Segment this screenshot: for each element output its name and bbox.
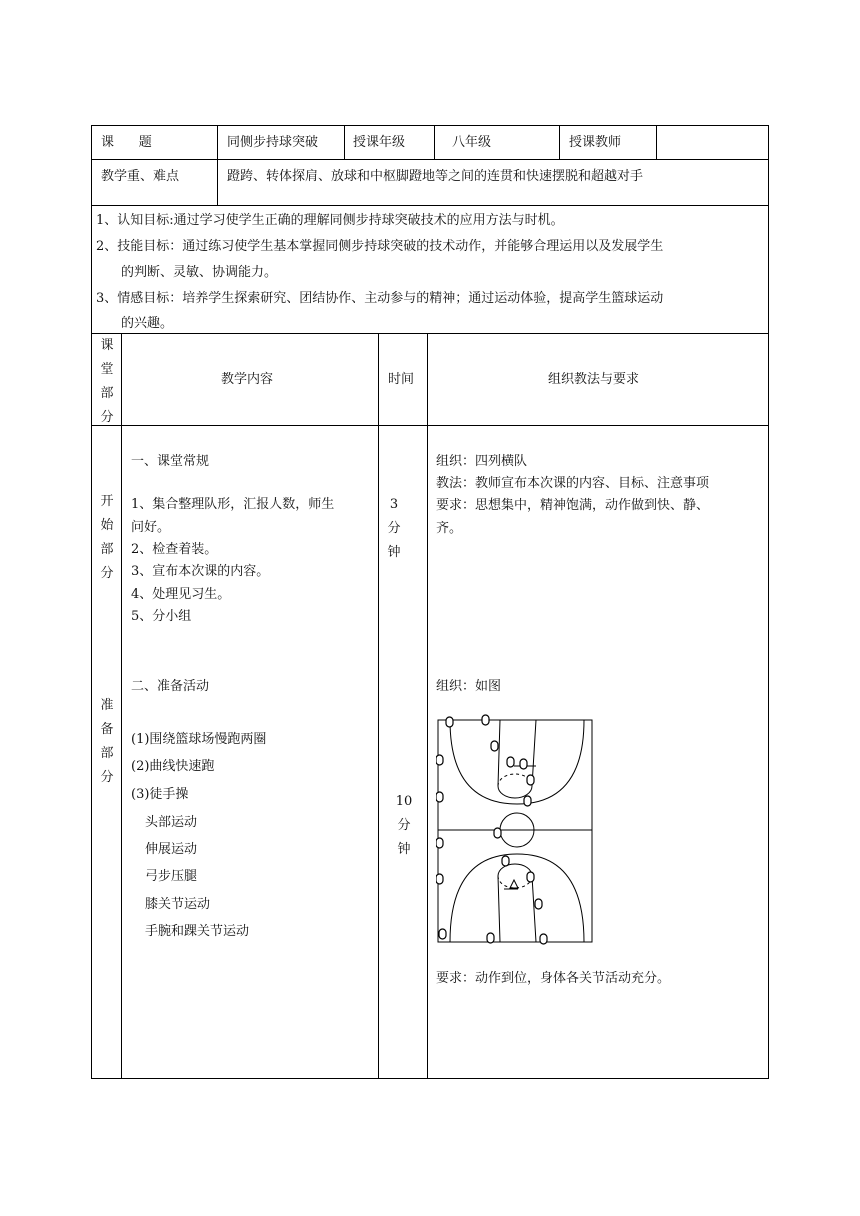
col-divider-r1-d bbox=[559, 125, 560, 159]
prep-sub-2: 伸展运动 bbox=[145, 842, 198, 857]
col-divider-r1-a bbox=[217, 125, 218, 205]
prep-sub-5: 手腕和踝关节运动 bbox=[145, 924, 250, 939]
objective-affective: 3、情感目标：培养学生探索研究、团结协作、主动参与的精神；通过运动体验，提高学生篮球运动 bbox=[96, 291, 664, 306]
prep-sub-4: 膝关节运动 bbox=[145, 897, 211, 912]
col-divider-time bbox=[427, 333, 428, 1079]
grade-value: 八年级 bbox=[452, 135, 492, 150]
player-marker bbox=[439, 929, 446, 939]
grade-label: 授课年级 bbox=[353, 135, 406, 150]
key-points-value: 蹬跨、转体探肩、放球和中枢脚蹬地等之间的连贯和快速摆脱和超越对手 bbox=[227, 169, 644, 184]
prep-title: 二、准备活动 bbox=[131, 679, 210, 694]
table-border-right bbox=[768, 125, 769, 1079]
player-marker bbox=[491, 741, 498, 751]
col-header-method: 组织教法与要求 bbox=[548, 372, 640, 387]
prep-sub-3: 弓步压腿 bbox=[145, 869, 198, 884]
court-outline bbox=[438, 720, 592, 942]
player-marker bbox=[535, 899, 542, 909]
prep-item-2: (2)曲线快速跑 bbox=[131, 759, 215, 774]
row-divider-2 bbox=[91, 205, 769, 206]
start-item-3: 3、宣布本次课的内容。 bbox=[131, 564, 270, 579]
player-marker bbox=[540, 934, 547, 944]
player-marker bbox=[502, 856, 509, 866]
objective-affective-cont: 的兴趣。 bbox=[121, 316, 174, 331]
col-header-content: 教学内容 bbox=[221, 372, 274, 387]
player-marker bbox=[482, 715, 489, 725]
player-marker bbox=[527, 872, 534, 882]
start-item-1: 1、集合整理队形，汇报人数，师生 bbox=[131, 497, 335, 512]
start-part-label: 开始部分 bbox=[100, 494, 114, 581]
player-marker bbox=[436, 792, 443, 802]
objective-cognitive: 1、认知目标:通过学习使学生正确的理解同侧步持球突破技术的应用方法与时机。 bbox=[96, 213, 564, 228]
player-marker bbox=[527, 775, 534, 785]
objective-skill: 2、技能目标：通过练习使学生基本掌握同侧步持球突破的技术动作，并能够合理运用以及发展学生 bbox=[96, 239, 664, 254]
prep-item-1: (1)围绕篮球场慢跑两圈 bbox=[131, 732, 267, 747]
col-divider-r1-b bbox=[344, 125, 345, 159]
prep-item-3: (3)徒手操 bbox=[131, 787, 189, 802]
top-three-point-arc bbox=[450, 720, 584, 804]
prep-sub-1: 头部运动 bbox=[145, 815, 198, 830]
objective-skill-cont: 的判断、灵敏、协调能力。 bbox=[121, 265, 278, 280]
col-divider-content bbox=[378, 333, 379, 1079]
topic-label: 课 题 bbox=[101, 135, 152, 150]
player-marker bbox=[436, 755, 443, 765]
key-points-label: 教学重、难点 bbox=[101, 169, 180, 184]
basketball-court-diagram bbox=[436, 714, 594, 946]
col-divider-part bbox=[121, 333, 122, 1079]
prep-org: 组织：如图 bbox=[436, 679, 502, 694]
table-border-bottom bbox=[91, 1078, 769, 1079]
col-header-part: 课堂部分 bbox=[100, 338, 114, 425]
start-item-5: 5、分小组 bbox=[131, 609, 192, 624]
player-marker bbox=[494, 828, 501, 838]
player-marker bbox=[520, 759, 527, 769]
teacher-label: 授课教师 bbox=[569, 135, 622, 150]
col-divider-r1-e bbox=[656, 125, 657, 159]
row-divider-1 bbox=[91, 159, 769, 160]
topic-value: 同侧步持球突破 bbox=[227, 135, 319, 150]
start-item-4: 4、处理见习生。 bbox=[131, 587, 231, 602]
teacher-triangle-icon bbox=[510, 880, 518, 888]
col-divider-r1-c bbox=[434, 125, 435, 159]
start-method: 教法：教师宣布本次课的内容、目标、注意事项 bbox=[436, 476, 710, 491]
prep-part-label: 准备部分 bbox=[100, 698, 114, 785]
player-marker bbox=[436, 838, 443, 848]
row-divider-4 bbox=[91, 425, 769, 426]
start-org: 组织：四列横队 bbox=[436, 454, 528, 469]
player-marker bbox=[524, 796, 531, 806]
start-item-1-cont: 问好。 bbox=[131, 520, 171, 535]
start-item-2: 2、检查着装。 bbox=[131, 542, 218, 557]
start-title: 一、课堂常规 bbox=[131, 454, 210, 469]
player-marker bbox=[446, 717, 453, 727]
start-req: 要求：思想集中，精神饱满，动作做到快、静、 bbox=[436, 498, 710, 513]
prep-time: 10分钟 bbox=[395, 794, 413, 857]
bottom-three-point-arc bbox=[450, 854, 584, 942]
player-marker bbox=[507, 757, 514, 767]
player-marker bbox=[487, 933, 494, 943]
table-border-top bbox=[91, 125, 769, 126]
col-header-time: 时间 bbox=[388, 372, 415, 387]
prep-req: 要求：动作到位，身体各关节活动充分。 bbox=[436, 971, 671, 986]
row-divider-3 bbox=[91, 333, 769, 334]
start-req-cont: 齐。 bbox=[436, 521, 463, 536]
start-time: 3分钟 bbox=[387, 497, 401, 560]
table-border-left bbox=[91, 125, 92, 1079]
player-marker bbox=[436, 874, 443, 884]
